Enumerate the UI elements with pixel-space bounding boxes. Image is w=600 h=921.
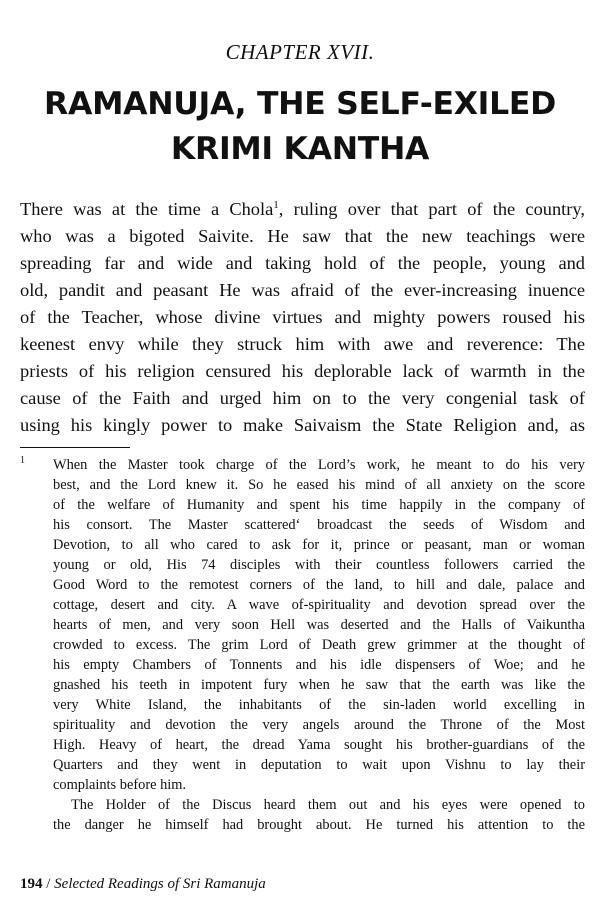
footnote-line: Quarters and they went in deputation to wait upon Vishnu to lay their [53, 757, 585, 773]
footnote-line: spirituality and devotion the very angels around the Throne of the Most [53, 717, 585, 733]
footnote-line: High. Heavy of heart, the dread Yama sought his brother-guardians of the [53, 737, 585, 753]
chapter-title-line-2: KRIMI KANTHA [170, 131, 430, 167]
footnote-line: Devotion, to all who cared to ask for it, prince or peasant, man or woman [53, 537, 585, 553]
chapter-label: CHAPTER XVII. [225, 40, 375, 64]
body-line: spreading far and wide and taking hold of the people, young and [20, 253, 585, 273]
footnote [53, 455, 585, 835]
body-line-text: There was at the time a Chola [20, 199, 274, 219]
body-line: using his kingly power to make Saivaism the State Religion and, as [20, 415, 585, 435]
footnote-line: of the welfare of Humanity and spent his time happily in the company of [53, 497, 585, 513]
footnote-marker: 1 [20, 455, 25, 466]
footnote-line: complaints before him. [53, 777, 187, 793]
body-line [20, 196, 585, 223]
footnote-reference: 1 [273, 198, 279, 211]
footnote-line: cottage, desert and city. A wave of-spirituality and devotion spread over the [53, 597, 585, 613]
footnote-line: very White Island, the inhabitants of the sin-laden world excelling in [53, 697, 585, 713]
footnote-line: When the Master took charge of the Lord’s work, he meant to do his very [53, 457, 585, 473]
footnote-line: Good Word to the remotest corners of the land, to hill and dale, palace and [53, 577, 585, 593]
body-line: of the Teacher, whose divine virtues and mighty powers roused his [20, 307, 585, 327]
book-title: Selected Readings of Sri Ramanuja [54, 876, 266, 892]
footnote-line: hearts of men, and very soon Hell was deserted and the Halls of Vaikuntha [53, 617, 585, 633]
footer-separator: / [46, 876, 51, 892]
footnote-line: best, and the Lord knew it. So he eased his mind of all anxiety on the score [53, 477, 585, 493]
body-line: old, pandit and peasant He was afraid of the ever-increasing inuence [20, 280, 585, 300]
body-line: who was a bigoted Saivite. He saw that the new teachings were [20, 226, 585, 246]
page-footer [20, 876, 266, 893]
body-line-text: , ruling over that part of the country, [278, 199, 585, 219]
chapter-title-line-1: RAMANUJA, THE SELF-EXILED [44, 86, 556, 122]
footnote-line: crowded to excess. The grim Lord of Death grew grimmer at the thought of [53, 637, 585, 653]
footnote-divider [20, 447, 130, 448]
body-paragraph [20, 196, 585, 439]
footnote-line: the danger he himself had brought about. He turned his attention to the [53, 817, 585, 833]
body-line: cause of the Faith and urged him on to the very congenial task of [20, 388, 585, 408]
footnote-line: The Holder of the Discus heard them out and his eyes were opened to [71, 797, 585, 813]
footnote-line: his consort. The Master scattered‘ broadcast the seeds of Wisdom and [53, 517, 585, 533]
body-line: keenest envy while they struck him with awe and reverence: The [20, 334, 585, 354]
chapter-title [0, 82, 600, 172]
body-line: priests of his religion censured his deplorable lack of warmth in the [20, 361, 585, 381]
footnote-line: gnashed his teeth in impotent fury when he saw that the earth was like the [53, 677, 585, 693]
page-number: 194 [20, 876, 43, 892]
footnote-line: young or old, His 74 disciples with their countless followers carried the [53, 557, 585, 573]
footnote-line: his empty Chambers of Tonnents and his idle dispensers of Woe; and he [53, 657, 585, 673]
